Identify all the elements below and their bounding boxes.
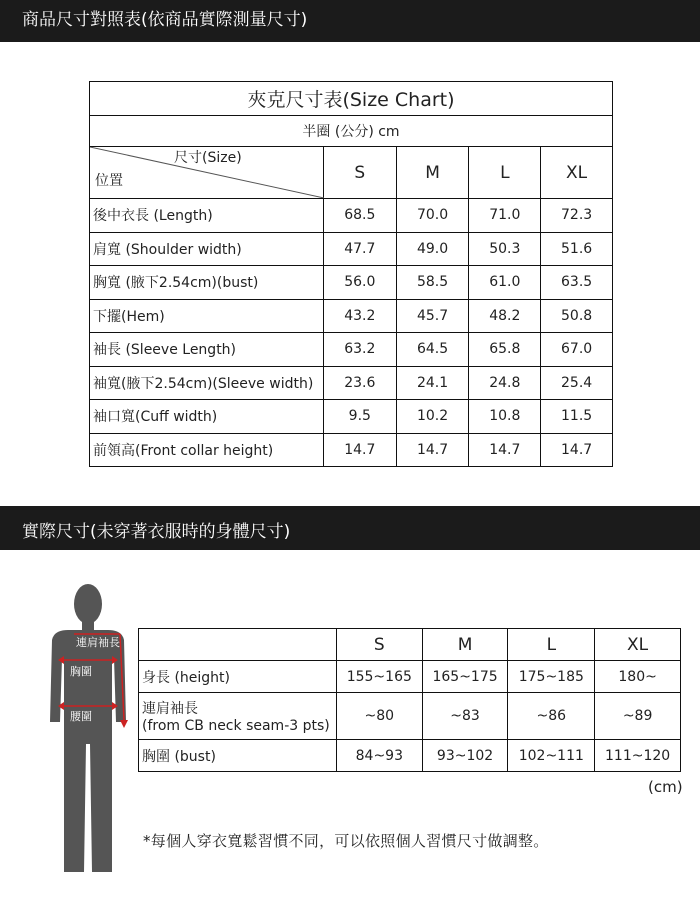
- cell-value: 56.0: [323, 266, 396, 300]
- cell-value: 45.7: [396, 299, 469, 333]
- cell-value: 102~111: [508, 740, 595, 772]
- table-row: [90, 433, 613, 467]
- body-measurement-figure: [44, 572, 134, 876]
- cell-value: ~80: [336, 693, 422, 740]
- cell-value: 180~: [595, 661, 681, 693]
- cell-value: 58.5: [396, 266, 469, 300]
- row-label: 袖口寬(Cuff width): [90, 400, 324, 434]
- section-heading-text: 商品尺寸對照表(依商品實際測量尺寸): [22, 10, 308, 30]
- figure-label-waist: 腰圍: [70, 710, 92, 723]
- corner-size-label: 尺寸(Size): [174, 150, 242, 166]
- table-row: [90, 266, 613, 300]
- cell-value: 111~120: [595, 740, 681, 772]
- cell-value: 10.8: [469, 400, 541, 434]
- size-header-xl: XL: [595, 629, 681, 661]
- row-label: 胸寬 (腋下2.54cm)(bust): [90, 266, 324, 300]
- cell-value: 14.7: [396, 433, 469, 467]
- cell-value: ~86: [508, 693, 595, 740]
- row-label: 袖寬(腋下2.54cm)(Sleeve width): [90, 366, 324, 400]
- table-row: [139, 740, 681, 772]
- size-header-xl: XL: [541, 147, 613, 199]
- cell-value: 10.2: [396, 400, 469, 434]
- cell-value: 14.7: [469, 433, 541, 467]
- cell-value: 93~102: [422, 740, 508, 772]
- cell-value: 68.5: [323, 199, 396, 233]
- row-label-line2: (from CB neck seam-3 pts): [142, 718, 330, 734]
- table-row: [139, 693, 681, 740]
- size-header-s: S: [323, 147, 396, 199]
- cell-value: 50.3: [469, 232, 541, 266]
- section-heading-garment-size: [0, 0, 700, 42]
- corner-position-label: 位置: [95, 173, 123, 189]
- row-label: 肩寬 (Shoulder width): [90, 232, 324, 266]
- cell-value: 48.2: [469, 299, 541, 333]
- cell-value: 84~93: [336, 740, 422, 772]
- unit-label: (cm): [648, 778, 683, 796]
- cell-value: 64.5: [396, 333, 469, 367]
- table-unit: 半圈 (公分) cm: [90, 116, 613, 147]
- table-row: [90, 400, 613, 434]
- figure-label-shoulder: 連肩袖長: [76, 636, 120, 649]
- cell-value: 24.1: [396, 366, 469, 400]
- cell-value: 14.7: [541, 433, 613, 467]
- table-row: [90, 366, 613, 400]
- body-size-table: [138, 628, 681, 772]
- cell-value: 165~175: [422, 661, 508, 693]
- cell-value: 47.7: [323, 232, 396, 266]
- row-label: 前領高(Front collar height): [90, 433, 324, 467]
- cell-value: 9.5: [323, 400, 396, 434]
- section-heading-text: 實際尺寸(未穿著衣服時的身體尺寸): [22, 522, 291, 542]
- cell-value: 43.2: [323, 299, 396, 333]
- cell-value: 24.8: [469, 366, 541, 400]
- row-label: [139, 693, 337, 740]
- row-label: 身長 (height): [139, 661, 337, 693]
- cell-value: 61.0: [469, 266, 541, 300]
- cell-value: 71.0: [469, 199, 541, 233]
- cell-value: 155~165: [336, 661, 422, 693]
- size-header-m: M: [422, 629, 508, 661]
- table-title: 夾克尺寸表(Size Chart): [90, 82, 613, 116]
- table-row: [90, 333, 613, 367]
- table-row: [90, 232, 613, 266]
- cell-value: 72.3: [541, 199, 613, 233]
- cell-value: 23.6: [323, 366, 396, 400]
- cell-value: 63.5: [541, 266, 613, 300]
- cell-value: 50.8: [541, 299, 613, 333]
- cell-value: 65.8: [469, 333, 541, 367]
- cell-value: 14.7: [323, 433, 396, 467]
- jacket-size-table: [89, 81, 613, 467]
- cell-value: 11.5: [541, 400, 613, 434]
- row-label: 袖長 (Sleeve Length): [90, 333, 324, 367]
- cell-value: ~83: [422, 693, 508, 740]
- cell-value: 51.6: [541, 232, 613, 266]
- table-header-row: [139, 629, 681, 661]
- cell-value: ~89: [595, 693, 681, 740]
- row-label: 後中衣長 (Length): [90, 199, 324, 233]
- cell-value: 67.0: [541, 333, 613, 367]
- cell-value: 25.4: [541, 366, 613, 400]
- section-heading-body-size: [0, 506, 700, 550]
- cell-value: 70.0: [396, 199, 469, 233]
- size-header-l: L: [508, 629, 595, 661]
- row-label: 胸圍 (bust): [139, 740, 337, 772]
- table-row: [90, 199, 613, 233]
- size-header-m: M: [396, 147, 469, 199]
- corner-cell: [139, 629, 337, 661]
- cell-value: 175~185: [508, 661, 595, 693]
- cell-value: 63.2: [323, 333, 396, 367]
- size-header-l: L: [469, 147, 541, 199]
- size-header-s: S: [336, 629, 422, 661]
- table-row: [90, 299, 613, 333]
- corner-header-cell: [90, 147, 324, 199]
- cell-value: 49.0: [396, 232, 469, 266]
- fit-note: *每個人穿衣寬鬆習慣不同，可以依照個人習慣尺寸做調整。: [143, 832, 549, 850]
- row-label: 下擺(Hem): [90, 299, 324, 333]
- figure-label-chest: 胸圍: [70, 665, 92, 678]
- row-label-line1: 連肩袖長: [142, 701, 198, 717]
- table-row: [139, 661, 681, 693]
